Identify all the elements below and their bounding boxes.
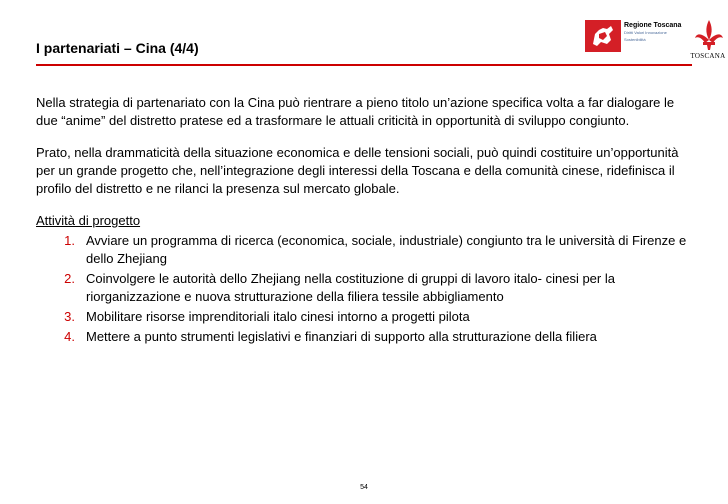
page-number: 54	[360, 484, 368, 491]
regione-toscana-logo-icon	[585, 20, 621, 52]
list-item	[36, 328, 696, 346]
list-item	[36, 308, 696, 326]
region-tagline: Diritti Valori Innovazione Sostenibilità	[624, 30, 667, 42]
activity-list	[36, 232, 696, 346]
regione-toscana-logo-text	[624, 22, 684, 43]
paragraph-1: Nella strategia di partenariato con la Cina può rientrare a pieno titolo un’azione specifica volta a far dialogare le due “anime” del distretto pratese ed a trasformare le attuali criticità in opportunità di sviluppo congiunto.	[36, 95, 675, 128]
list-number: 1.	[64, 233, 75, 248]
section-title: Attività di progetto	[36, 213, 141, 228]
list-text: Coinvolgere le autorità dello Zhejiang nella costituzione di gruppi di lavoro italo- cinesi per la riorganizzazione e nuova strutturazione della filiera tessile abbigliamento	[86, 271, 615, 304]
list-text: Mettere a punto strumenti legislativi e finanziari di supporto alla strutturazione della filiera	[86, 329, 597, 344]
region-name: Regione Toscana	[624, 22, 682, 29]
toscana-wordmark: TOSCANA	[690, 52, 726, 60]
list-text: Avviare un programma di ricerca (economica, sociale, industriale) congiunto tra le università di Firenze e dello Zhejiang	[86, 233, 687, 266]
list-number: 4.	[64, 329, 75, 344]
list-number: 2.	[64, 271, 75, 286]
list-item	[36, 232, 696, 268]
title-divider	[36, 64, 692, 66]
slide-body	[36, 94, 696, 348]
paragraph-2: Prato, nella drammaticità della situazione economica e delle tensioni sociali, può quindi costituire un’opportunità per un grande progetto che, nell’integrazione degli interessi della Toscana e della comunità cinese, ridefinisca il profilo del distretto e ne rilanci la presenza sul mercato globale.	[36, 145, 679, 196]
list-number: 3.	[64, 309, 75, 324]
list-item	[36, 270, 696, 306]
page-title: I partenariati – Cina (4/4)	[36, 40, 199, 56]
list-text: Mobilitare risorse imprenditoriali italo cinesi intorno a progetti pilota	[86, 309, 470, 324]
